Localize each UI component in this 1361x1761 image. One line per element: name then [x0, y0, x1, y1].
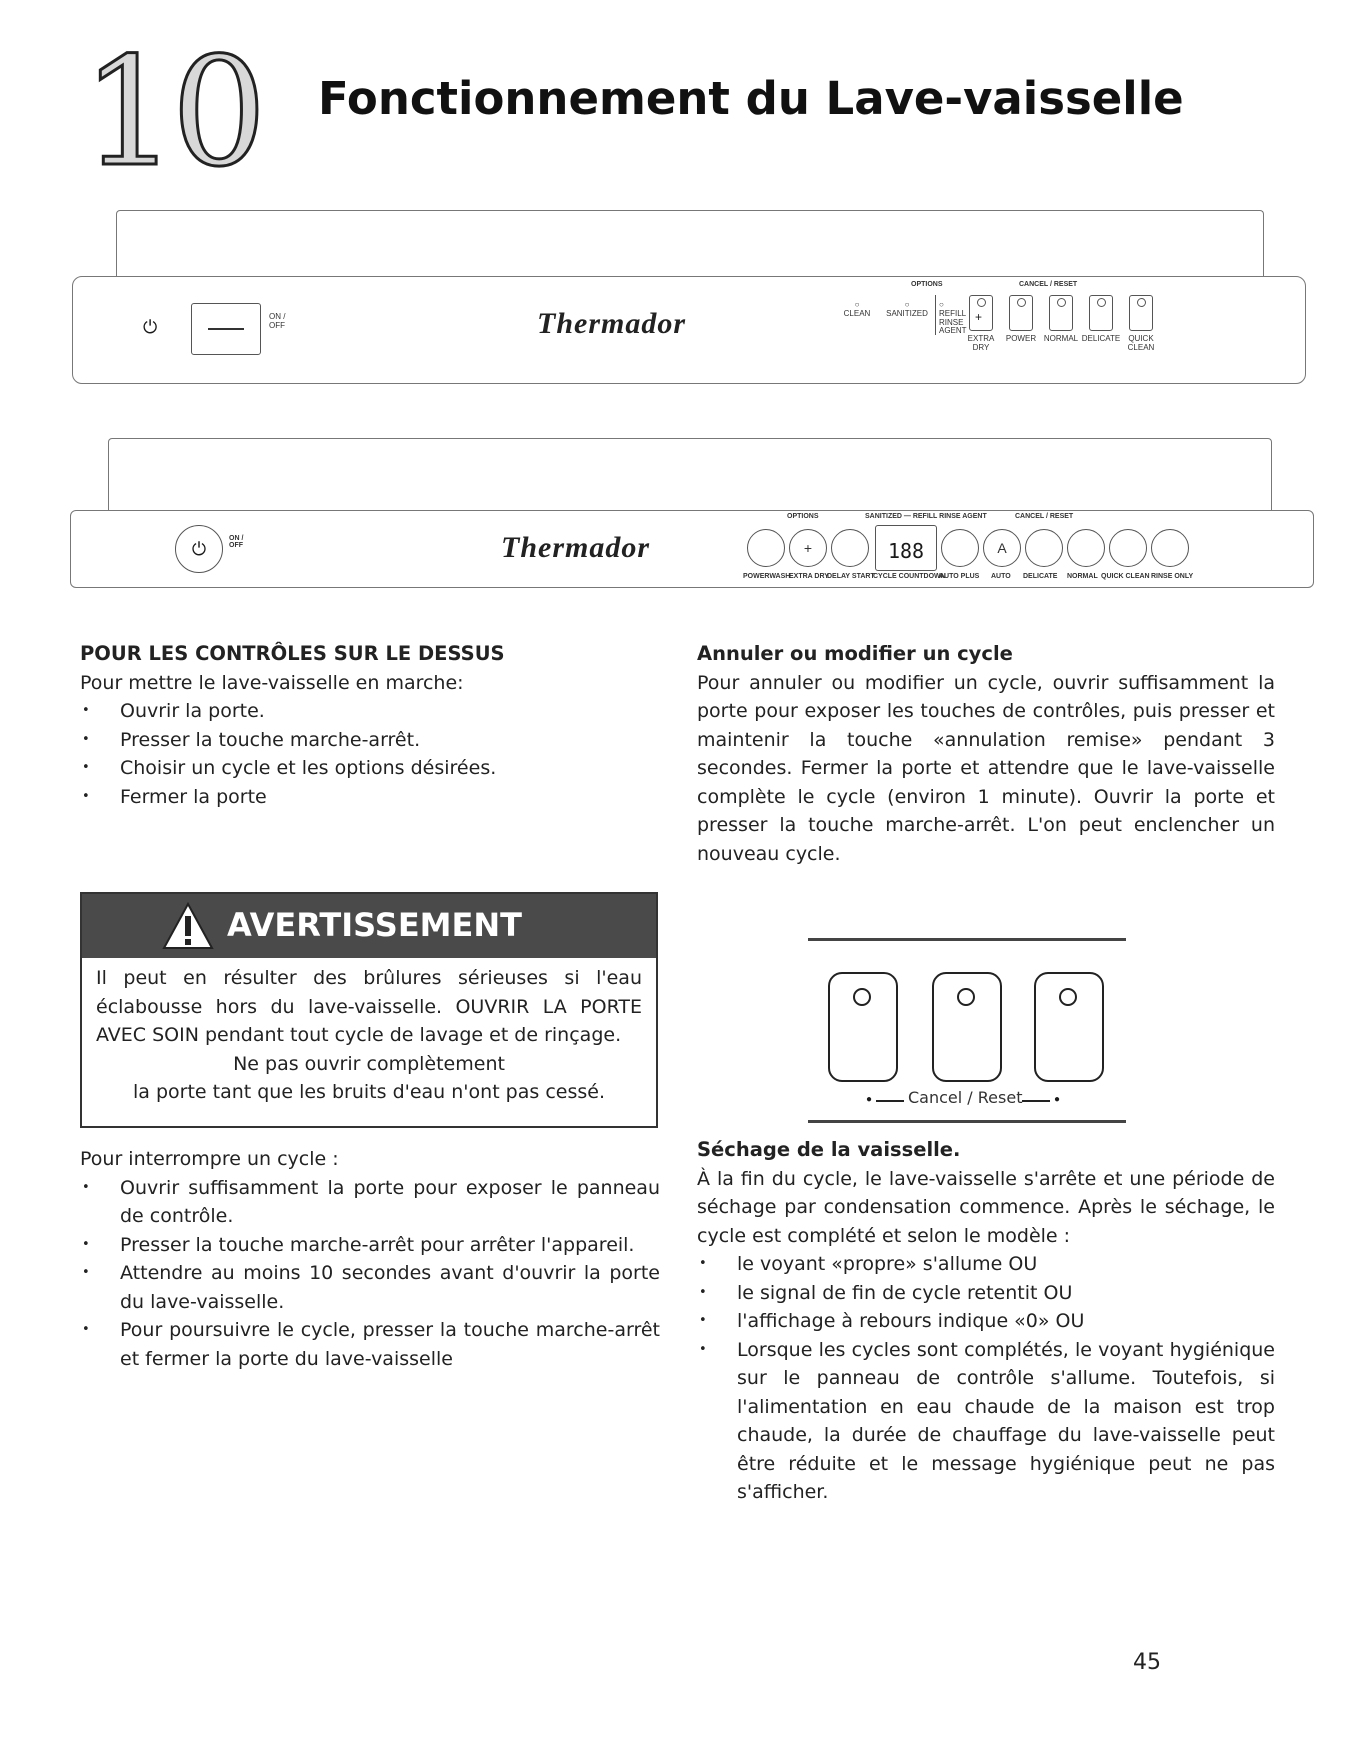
list-item: • Ouvrir suffisamment la porte pour exposer le panneau de contrôle. [80, 1174, 660, 1231]
drying-items [697, 1250, 1275, 1507]
options-label: OPTIONS [787, 513, 819, 520]
list-item: • Attendre au moins 10 secondes avant d'ouvrir la porte du lave-vaisselle. [80, 1259, 660, 1316]
section-heading-top-controls: POUR LES CONTRÔLES SUR LE DESSUS [80, 642, 505, 665]
delay-start-key[interactable] [831, 529, 869, 567]
options-label: OPTIONS [911, 281, 943, 288]
quick-clean-key[interactable] [1129, 295, 1153, 331]
cancel-reset-label: CANCEL / RESET [1015, 513, 1074, 520]
door-top-edge [116, 210, 1264, 277]
drying-text: À la fin du cycle, le lave-vaisselle s'arrête et une période de séchage par condensation commence. Après le séchage, le cycle est complété et selon le modèle : [697, 1167, 1275, 1247]
cancel-text: Pour annuler ou modifier un cycle, ouvrir suffisamment la porte pour exposer les touches de contrôles, puis presser et maintenir la touche «annulation remise» pendant 3 secondes. Fermer la porte et attendre que le lave-vaisselle complète le cycle (environ 1 minute). Ouvrir la porte et presser la touche marche-arrêt. L'on peut enclencher un nouveau cycle. [697, 671, 1275, 865]
normal-key[interactable] [1067, 529, 1105, 567]
rinse-only-label: RINSE ONLY [1151, 573, 1194, 580]
brand-logo: Thermador [501, 531, 651, 564]
list-item: • Presser la touche marche-arrêt. [80, 726, 660, 755]
start-intro: Pour mettre le lave-vaisselle en marche: [80, 671, 464, 694]
onoff-label: ON / OFF [229, 535, 244, 549]
delay-start-label: DELAY START [827, 573, 875, 580]
left-column [80, 640, 660, 811]
right-column-top [697, 640, 1275, 868]
power-label: POWER [1005, 334, 1037, 343]
dot-icon: ● [1054, 1094, 1061, 1105]
warning-line: Il peut en résulter des brûlures sérieuses si l'eau éclabousse hors du lave-vaisselle. OUVRIR LA PORTE AVEC SOIN pendant tout cycle de lavage et de rinçage. [96, 967, 642, 1046]
interrupt-section [80, 1145, 660, 1373]
extra-dry-label: EXTRA DRY [789, 573, 829, 580]
start-steps [80, 697, 660, 811]
right-column-bottom [697, 1136, 1275, 1507]
powerwash-label: POWERWASH [743, 573, 791, 580]
delicate-label: DELICATE [1023, 573, 1058, 580]
auto-key[interactable]: A [983, 529, 1021, 567]
list-item: • Fermer la porte [80, 783, 660, 812]
indicator-refill: ○ REFILL RINSE AGENT [939, 300, 967, 336]
quick-clean-label: QUICK CLEAN [1101, 573, 1150, 580]
cancel-reset-label: CANCEL / RESET [1019, 281, 1078, 288]
list-item: • le signal de fin de cycle retentit OU [697, 1279, 1275, 1308]
sanitized-refill-label: SANITIZED — REFILL RINSE AGENT [865, 513, 987, 520]
rinse-only-key[interactable] [1151, 529, 1189, 567]
list-item: • Presser la touche marche-arrêt pour arrêter l'appareil. [80, 1231, 660, 1260]
onoff-button[interactable]: ⏻ [175, 525, 223, 573]
power-key[interactable] [1009, 295, 1033, 331]
delicate-key[interactable] [1089, 295, 1113, 331]
delicate-label: DELICATE [1081, 334, 1121, 343]
chapter-number: 10 [82, 26, 261, 200]
panel-front [70, 510, 1314, 588]
drying-heading: Séchage de la vaisselle. [697, 1138, 961, 1161]
extra-dry-key[interactable]: + [789, 529, 827, 567]
list-item: • le voyant «propre» s'allume OU [697, 1250, 1275, 1279]
normal-label: NORMAL [1067, 573, 1098, 580]
cycle-countdown-label: CYCLE COUNTDOWN [873, 573, 946, 580]
list-item: • Choisir un cycle et les options désirées. [80, 754, 660, 783]
list-item: • Ouvrir la porte. [80, 697, 660, 726]
warning-text [82, 958, 656, 1115]
quick-clean-label: QUICK CLEAN [1127, 334, 1155, 352]
normal-label: NORMAL [1043, 334, 1079, 343]
normal-key[interactable] [1049, 295, 1073, 331]
page-number: 45 [1133, 1650, 1161, 1675]
warning-triangle-icon [162, 902, 214, 950]
onoff-label: ON / OFF [269, 312, 286, 330]
power-icon: ⏻ [143, 317, 158, 337]
warning-box [80, 892, 658, 1128]
extra-dry-key[interactable]: + [969, 295, 993, 331]
cancel-reset-caption: Cancel / Reset [908, 1088, 1023, 1107]
warning-line: Ne pas ouvrir complètement [233, 1052, 505, 1075]
countdown-display: 188 [875, 525, 937, 571]
quick-clean-key[interactable] [1109, 529, 1147, 567]
interrupt-intro: Pour interrompre un cycle : [80, 1148, 339, 1170]
cancel-key-3[interactable] [1034, 972, 1104, 1082]
cancel-key-1[interactable] [828, 972, 898, 1082]
cancel-key-2[interactable] [932, 972, 1002, 1082]
chapter-title: Fonctionnement du Lave-vaisselle [318, 72, 1184, 125]
list-item: • Pour poursuivre le cycle, presser la touche marche-arrêt et fermer la porte du lave-vaisselle [80, 1316, 660, 1373]
auto-label: AUTO [991, 573, 1011, 580]
brand-logo: Thermador [537, 307, 687, 340]
warning-title: AVERTISSEMENT [227, 906, 522, 944]
panel-front [72, 276, 1306, 384]
door-top-edge [108, 438, 1272, 511]
warning-header [82, 894, 656, 958]
auto-plus-label: AUTO PLUS [939, 573, 980, 580]
list-item: • Lorsque les cycles sont complétés, le voyant hygiénique sur le panneau de contrôle s'allume. Toutefois, si l'alimentation en eau chaude de la maison est trop chaude, la durée de chauffage du lave-vaisselle peut être réduite et le message hygiénique peut ne pas s'afficher. [697, 1336, 1275, 1507]
cancel-reset-figure [808, 938, 1126, 1124]
powerwash-key[interactable] [747, 529, 785, 567]
list-item: • l'affichage à rebours indique «0» OU [697, 1307, 1275, 1336]
warning-line: la porte tant que les bruits d'eau n'ont pas cessé. [132, 1081, 605, 1103]
indicator-sanitized: ○ SANITIZED [886, 300, 928, 318]
interrupt-steps [80, 1174, 660, 1374]
cancel-heading: Annuler ou modifier un cycle [697, 642, 1013, 665]
delicate-key[interactable] [1025, 529, 1063, 567]
onoff-button[interactable] [191, 303, 261, 355]
auto-plus-key[interactable] [941, 529, 979, 567]
dot-icon: ● [866, 1094, 873, 1105]
extra-dry-label: EXTRA DRY [967, 334, 995, 352]
indicator-clean: ○ CLEAN [843, 300, 871, 318]
